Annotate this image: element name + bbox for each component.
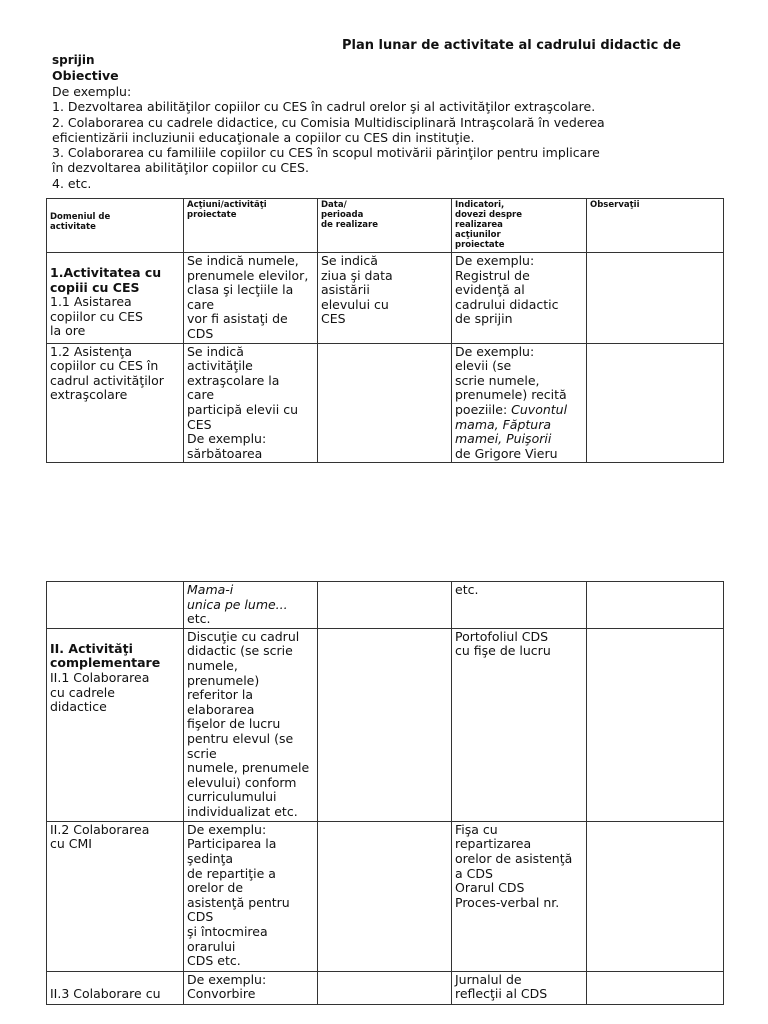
cell-date: Se indică ziua şi data asistării elevului cu CES <box>318 253 452 344</box>
cell-observations <box>587 582 724 629</box>
document-title: Plan lunar de activitate al cadrului didactic de <box>342 38 681 53</box>
cell-actions: Mama-i unica pe lume... etc. <box>184 582 318 629</box>
header-actions: Acţiuni/activităţi proiectate <box>184 199 318 253</box>
cell-domain <box>47 582 184 629</box>
cell-domain: 1.2 Asistenţa copiilor cu CES în cadrul activităţilor extraşcolare <box>47 343 184 463</box>
cell-date <box>318 582 452 629</box>
cell-actions: Se indică activităţile extraşcolare la care participă elevii cu CES De exemplu: sărbătoarea <box>184 343 318 463</box>
header-domain: Domeniul de activitate <box>47 199 184 253</box>
cell-domain: 1.Activitatea cu copiii cu CES 1.1 Asistarea copiilor cu CES la ore <box>47 253 184 344</box>
header-observations: Observaţii <box>587 199 724 253</box>
document-title-continuation: sprijin <box>52 53 95 67</box>
cell-observations <box>587 971 724 1004</box>
cell-actions: Discuţie cu cadrul didactic (se scrie numele, prenumele) referitor la elaborarea fişelor de lucru pentru elevul (se scrie numele, prenumele elevului) conform curriculumului individualizat etc. <box>184 628 318 821</box>
objectives-list <box>52 84 732 191</box>
cell-domain: II.2 Colaborarea cu CMI <box>47 821 184 971</box>
cell-indicators: Portofoliul CDS cu fişe de lucru <box>452 628 587 821</box>
cell-observations <box>587 821 724 971</box>
cell-indicators: De exemplu: Registrul de evidenţă al cadrului didactic de sprijin <box>452 253 587 344</box>
cell-indicators: De exemplu: elevii (se scrie numele, prenumele) recită poeziile: Cuvontul mama, Făptura mamei, Puişorii de Grigore Vieru <box>452 343 587 463</box>
cell-date <box>318 971 452 1004</box>
cell-actions: Se indică numele, prenumele elevilor, clasa şi lecţiile la care vor fi asistaţi de CDS <box>184 253 318 344</box>
cell-indicators: Fişa cu repartizarea orelor de asistenţă a CDS Orarul CDS Proces-verbal nr. <box>452 821 587 971</box>
cell-domain: II.3 Colaborare cu <box>47 971 184 1004</box>
intro-line: 4. etc. <box>52 175 92 191</box>
intro-line: 3. Colaborarea cu familiile copiilor cu CES în scopul motivării părinţilor pentru implicare <box>52 145 600 161</box>
intro-line: în dezvoltarea abilităţilor copiilor cu CES. <box>52 160 309 176</box>
intro-line: 2. Colaborarea cu cadrele didactice, cu Comisia Multidisciplinară Intraşcolară în vederea <box>52 114 605 130</box>
cell-actions: De exemplu: Participarea la şedinţa de repartiţie a orelor de asistenţă pentru CDS şi întocmirea orarului CDS etc. <box>184 821 318 971</box>
cell-observations <box>587 253 724 344</box>
cell-domain: II. Activităţi complementare II.1 Colaborarea cu cadrele didactice <box>47 628 184 821</box>
intro-line: eficientizării incluziunii educaţionale a copiilor cu CES din instituţie. <box>52 129 475 145</box>
cell-indicators: etc. <box>452 582 587 629</box>
cell-date <box>318 821 452 971</box>
cell-indicators: Jurnalul de reflecţii al CDS <box>452 971 587 1004</box>
intro-line: De exemplu: <box>52 84 132 99</box>
objectives-heading: Obiective <box>52 68 119 83</box>
cell-observations <box>587 343 724 463</box>
cell-actions: De exemplu: Convorbire <box>184 971 318 1004</box>
cell-date <box>318 628 452 821</box>
cell-observations <box>587 628 724 821</box>
intro-line: 1. Dezvoltarea abilităţilor copiilor cu CES în cadrul orelor şi al activităţilor extraşcolare. <box>52 99 596 115</box>
activity-table-part2 <box>46 581 724 1005</box>
cell-date <box>318 343 452 463</box>
header-date: Data/ perioada de realizare <box>318 199 452 253</box>
header-indicators: Indicatori, dovezi despre realizarea acţiunilor proiectate <box>452 199 587 253</box>
activity-table-part1 <box>46 198 724 463</box>
